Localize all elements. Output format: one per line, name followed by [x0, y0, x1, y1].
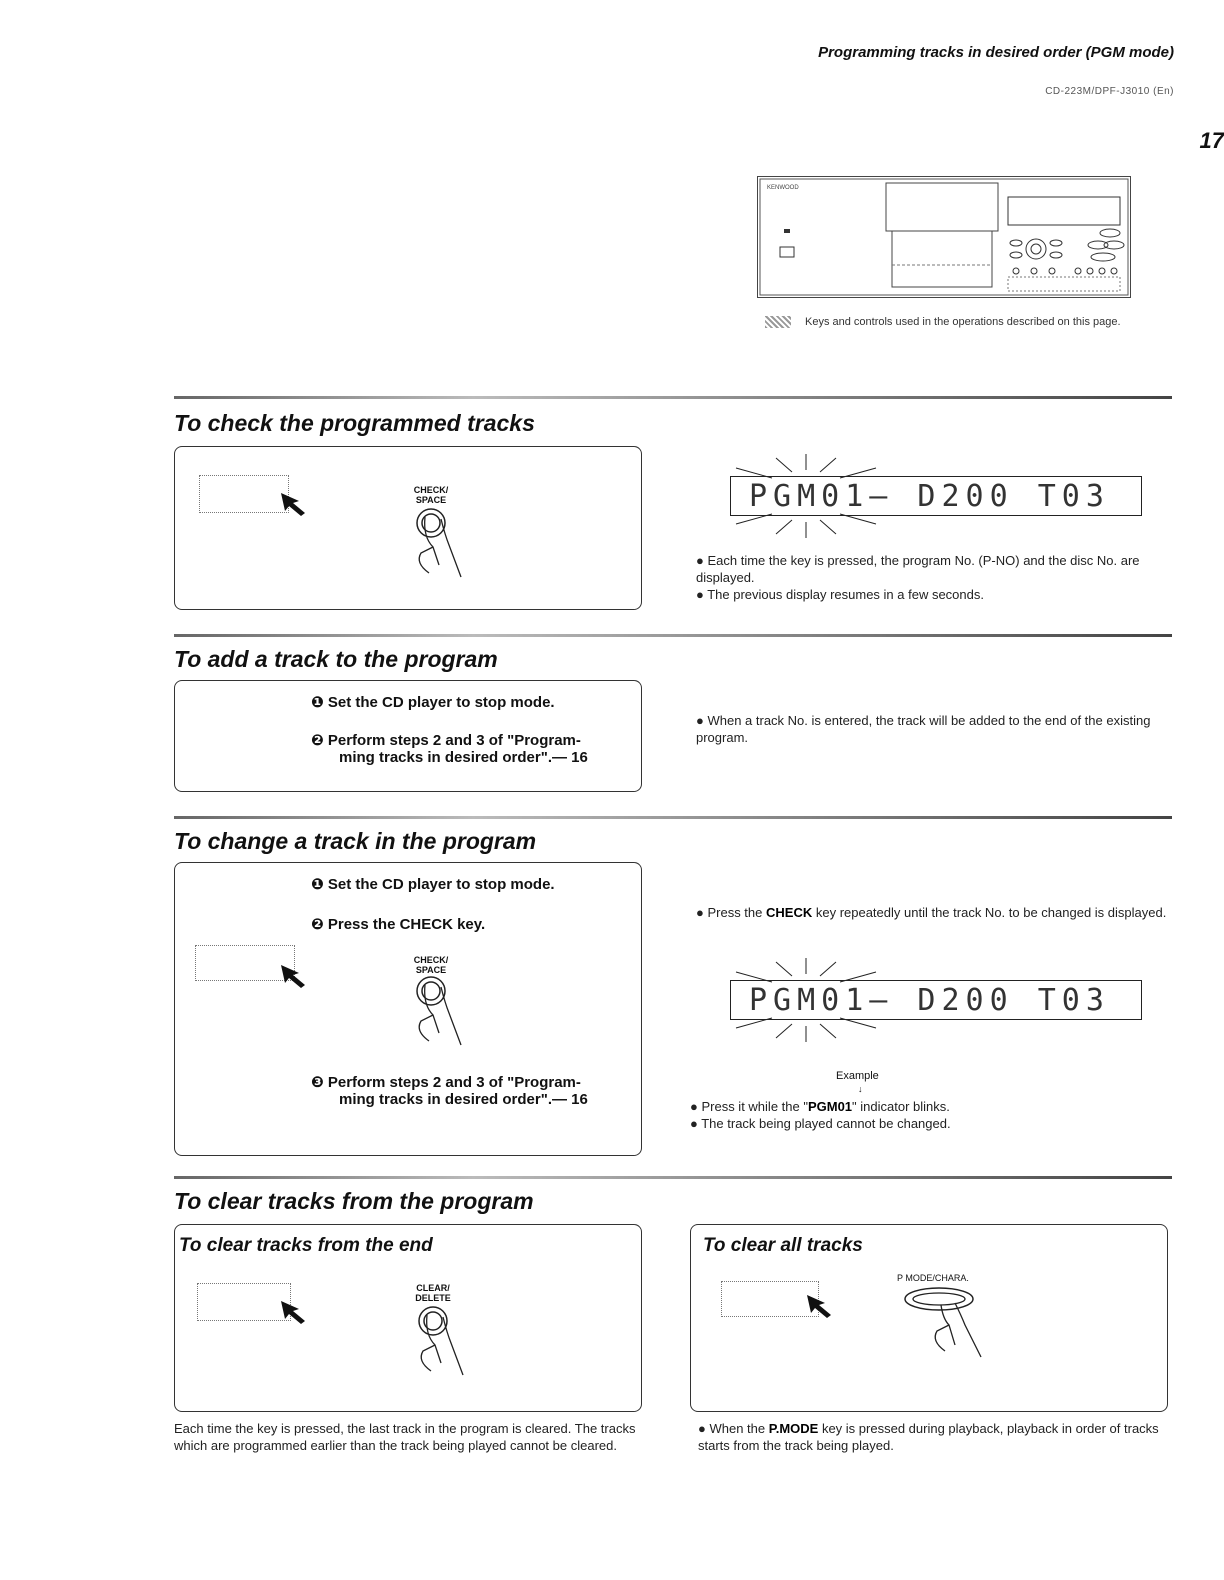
display-panel-icon [197, 1283, 291, 1321]
pointer-arrow-icon [279, 1299, 313, 1325]
page-header-title: Programming tracks in desired order (PGM mode) [818, 44, 1174, 61]
page-number: 17 [1199, 128, 1224, 153]
display-panel-icon [199, 475, 289, 513]
keys-caption [765, 316, 1121, 328]
change-step-3: ❸ Perform steps 2 and 3 of "Program- ming tracks in desired order".— 16 [311, 1074, 588, 1108]
keys-caption-text: Keys and controls used in the operations described on this page. [805, 316, 1121, 328]
pointer-arrow-icon [279, 491, 313, 517]
change-lcd-text: PGM01— D200 T03 [749, 983, 1110, 1018]
add-step-1: ❶ Set the CD player to stop mode. [311, 694, 555, 711]
change-step-2: ❷ Press the CHECK key. [311, 916, 486, 933]
down-arrow-icon: ↓ [858, 1084, 863, 1094]
add-step-2: ❷ Perform steps 2 and 3 of "Program- ming tracks in desired order".— 16 [311, 732, 588, 766]
model-number: CD-223M/DPF-J3010 (En) [1045, 86, 1174, 97]
blink-rays-icon [706, 956, 906, 1046]
section-title-change: To change a track in the program [174, 828, 537, 854]
change-instruction-box [174, 862, 642, 1156]
section-title-clear: To clear tracks from the program [174, 1188, 534, 1214]
blink-rays-icon [706, 452, 906, 542]
section-title-check: To check the programmed tracks [174, 410, 535, 436]
cd-player-front-panel [757, 176, 1131, 298]
clear-all-title: To clear all tracks [703, 1235, 863, 1256]
finger-press-icon [401, 975, 481, 1055]
clear-from-end-box [174, 1224, 642, 1412]
check-key-label: CHECK/ SPACE [413, 955, 449, 975]
check-note-1: ● Each time the key is pressed, the program No. (P-NO) and the disc No. are displayed. [696, 553, 1140, 585]
add-instruction-box [174, 680, 642, 792]
check-notes [696, 552, 1174, 603]
cd-player-drawing [758, 177, 1130, 297]
clear-key-label: CLEAR/ DELETE [415, 1283, 451, 1303]
change-note-3: ● The track being played cannot be changed. [690, 1116, 951, 1131]
clear-all-note: ● When the P.MODE key is pressed during playback, playback in order of tracks starts from the track being played. [698, 1421, 1159, 1453]
check-key-label: CHECK/ SPACE [413, 485, 449, 505]
section-title-add: To add a track to the program [174, 646, 498, 672]
example-label: Example [836, 1070, 879, 1082]
clear-from-end-title: To clear tracks from the end [179, 1235, 433, 1256]
check-lcd-text: PGM01— D200 T03 [749, 479, 1110, 514]
pmode-key-label: P MODE/CHARA. [897, 1273, 969, 1283]
section-rule [174, 1176, 1172, 1179]
section-rule [174, 634, 1172, 637]
add-note: ● When a track No. is entered, the track will be added to the end of the existing program. [696, 713, 1151, 745]
change-notes-2 [690, 1098, 1170, 1132]
check-note-2: ● The previous display resumes in a few seconds. [696, 587, 984, 602]
change-step-1: ❶ Set the CD player to stop mode. [311, 876, 555, 893]
pointer-arrow-icon [805, 1293, 839, 1319]
finger-press-icon [403, 1305, 483, 1385]
section-rule [174, 816, 1172, 819]
clear-from-end-note: Each time the key is pressed, the last track in the program is cleared. The tracks which are programmed earlier than the track being played cannot be cleared. [174, 1421, 636, 1453]
check-instruction-box [174, 446, 642, 610]
highlight-swatch-icon [765, 316, 791, 328]
clear-all-box [690, 1224, 1168, 1412]
section-rule [174, 396, 1172, 399]
brand-text: KENWOOD [767, 185, 799, 191]
finger-press-oval-key-icon [903, 1285, 1003, 1365]
finger-press-icon [401, 507, 481, 587]
change-note: ● Press the CHECK key repeatedly until the track No. to be changed is displayed. [696, 905, 1167, 920]
change-note-2: ● Press it while the "PGM01" indicator blinks. [690, 1099, 950, 1114]
pointer-arrow-icon [279, 963, 313, 989]
